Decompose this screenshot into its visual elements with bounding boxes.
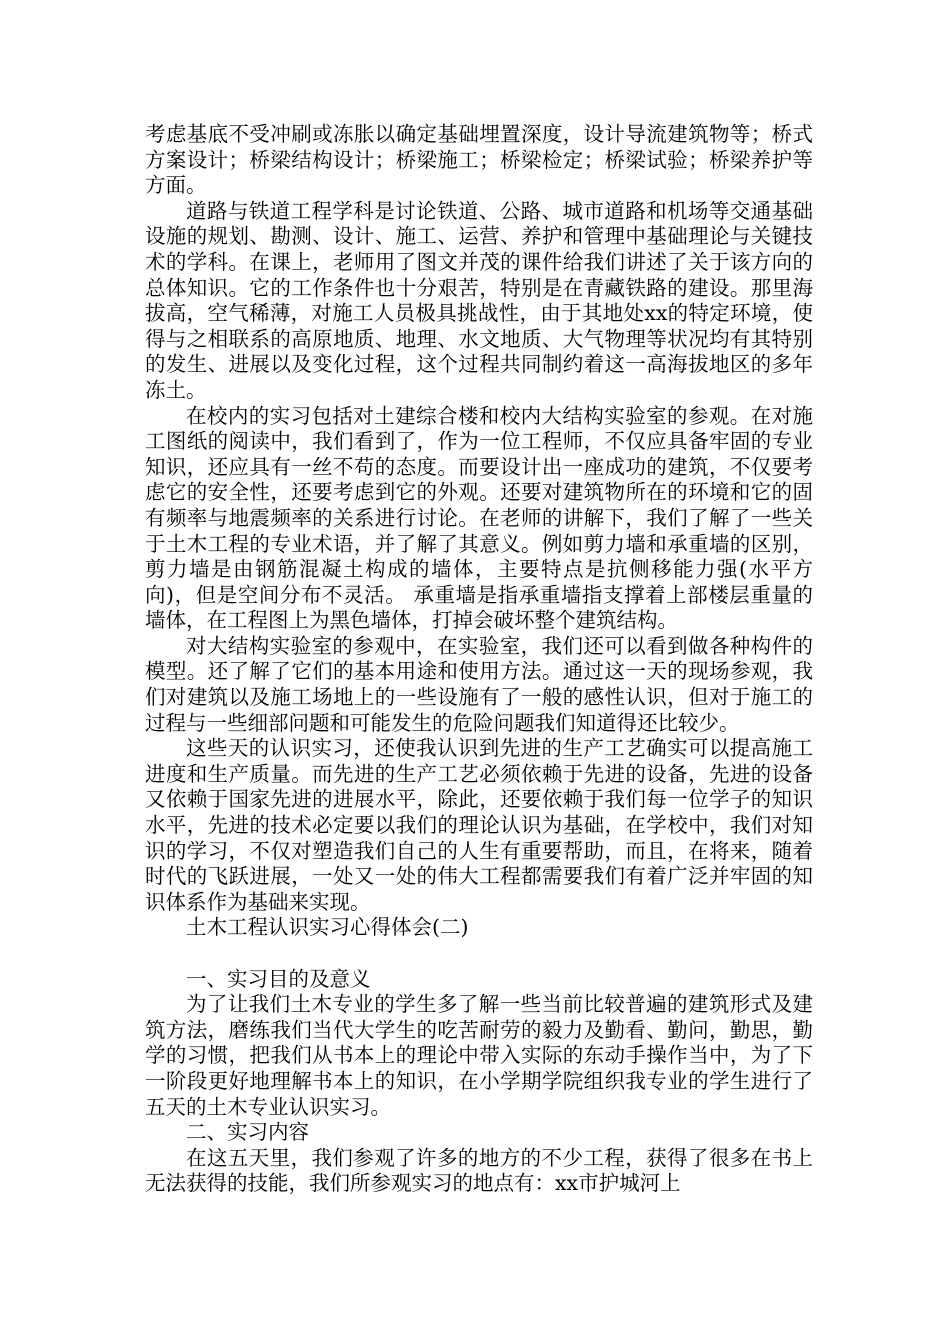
heading-content: 二、实习内容 bbox=[186, 1120, 309, 1145]
paragraph-road-railway: 道路与铁道工程学科是讨论铁道、公路、城市道路和机场等交通基础设施的规划、勘测、设计、施工、运营、养护和管理中基础理论与关键技术的学科。在课上，老师用了图文并茂的课件给我们讲述了关于该方向的总体知识。它的工作条件也十分艰苦，特别是在青藏铁路的建设。那里海拔高，空气稀薄，对施工人员极具挑战性，由于其地处xx的特定环境，使得与之相联系的高原地质、地理、水文地质、大气物理等状况均有其特别的发生、进展以及变化过程，这个过程共同制约着这一高海拔地区的多年冻土。 bbox=[145, 198, 813, 402]
paragraph-campus-internship: 在校内的实习包括对土建综合楼和校内大结构实验室的参观。在对施工图纸的阅读中，我们看到了，作为一位工程师，不仅应具备牢固的专业知识，还应具有一丝不苟的态度。而要设计出一座成功的建筑，不仅要考虑它的安全性，还要考虑到它的外观。还要对建筑物所在的环境和它的固有频率与地震频率的关系进行讨论。在老师的讲解下，我们了解了一些关于土木工程的专业术语，并了解了其意义。例如剪力墙和承重墙的区别，剪力墙是由钢筋混凝土构成的墙体，主要特点是抗侧移能力强(水平方向)，但是空间分布不灵活。 承重墙是指承重墙指支撑着上部楼层重量的墙体，在工程图上为黑色墙体，打掉会破坏整个建筑结构。 bbox=[145, 403, 813, 633]
paragraph-purpose: 为了让我们土木专业的学生多了解一些当前比较普遍的建筑形式及建筑方法，磨练我们当代大学生的吃苦耐劳的毅力及勤看、勤问，勤思，勤学的习惯，把我们从书本上的理论中带入实际的东动手操作当中，为了下一阶段更好地理解书本上的知识，在小学期学院组织我专业的学生进行了五天的土木专业认识实习。 bbox=[145, 992, 813, 1119]
paragraph-bridge-design: 考虑基底不受冲刷或冻胀以确定基础埋置深度，设计导流建筑物等；桥式方案设计；桥梁结构设计；桥梁施工；桥梁检定；桥梁试验；桥梁养护等方面。 bbox=[145, 122, 813, 198]
section-title: 土木工程认识实习心得体会(二) bbox=[186, 915, 469, 940]
paragraph-structure-lab: 对大结构实验室的参观中，在实验室，我们还可以看到做各种构件的模型。还了解了它们的基本用途和使用方法。通过这一天的现场参观，我们对建筑以及施工场地上的一些设施有了一般的感性认识，但对于施工的过程与一些细部问题和可能发生的危险问题我们知道得还比较少。 bbox=[145, 633, 813, 735]
paragraph-content: 在这五天里，我们参观了许多的地方的不少工程，获得了很多在书上无法获得的技能，我们所参观实习的地点有：xx市护城河上 bbox=[145, 1145, 813, 1196]
heading-purpose: 一、实习目的及意义 bbox=[186, 966, 371, 991]
document-page bbox=[145, 122, 813, 1197]
blank-line bbox=[145, 941, 813, 967]
paragraph-conclusion: 这些天的认识实习，还使我认识到先进的生产工艺确实可以提高施工进度和生产质量。而先进的生产工艺必须依赖于先进的设备，先进的设备又依赖于国家先进的进展水平，除此，还要依赖于我们每一位学子的知识水平，先进的技术必定要以我们的理论认识为基础，在学校中，我们对知识的学习，不仅对塑造我们自己的人生有重要帮助，而且，在将来，随着时代的飞跃进展，一处又一处的伟大工程都需要我们有着广泛并牢固的知识体系作为基础来实现。 bbox=[145, 736, 813, 914]
